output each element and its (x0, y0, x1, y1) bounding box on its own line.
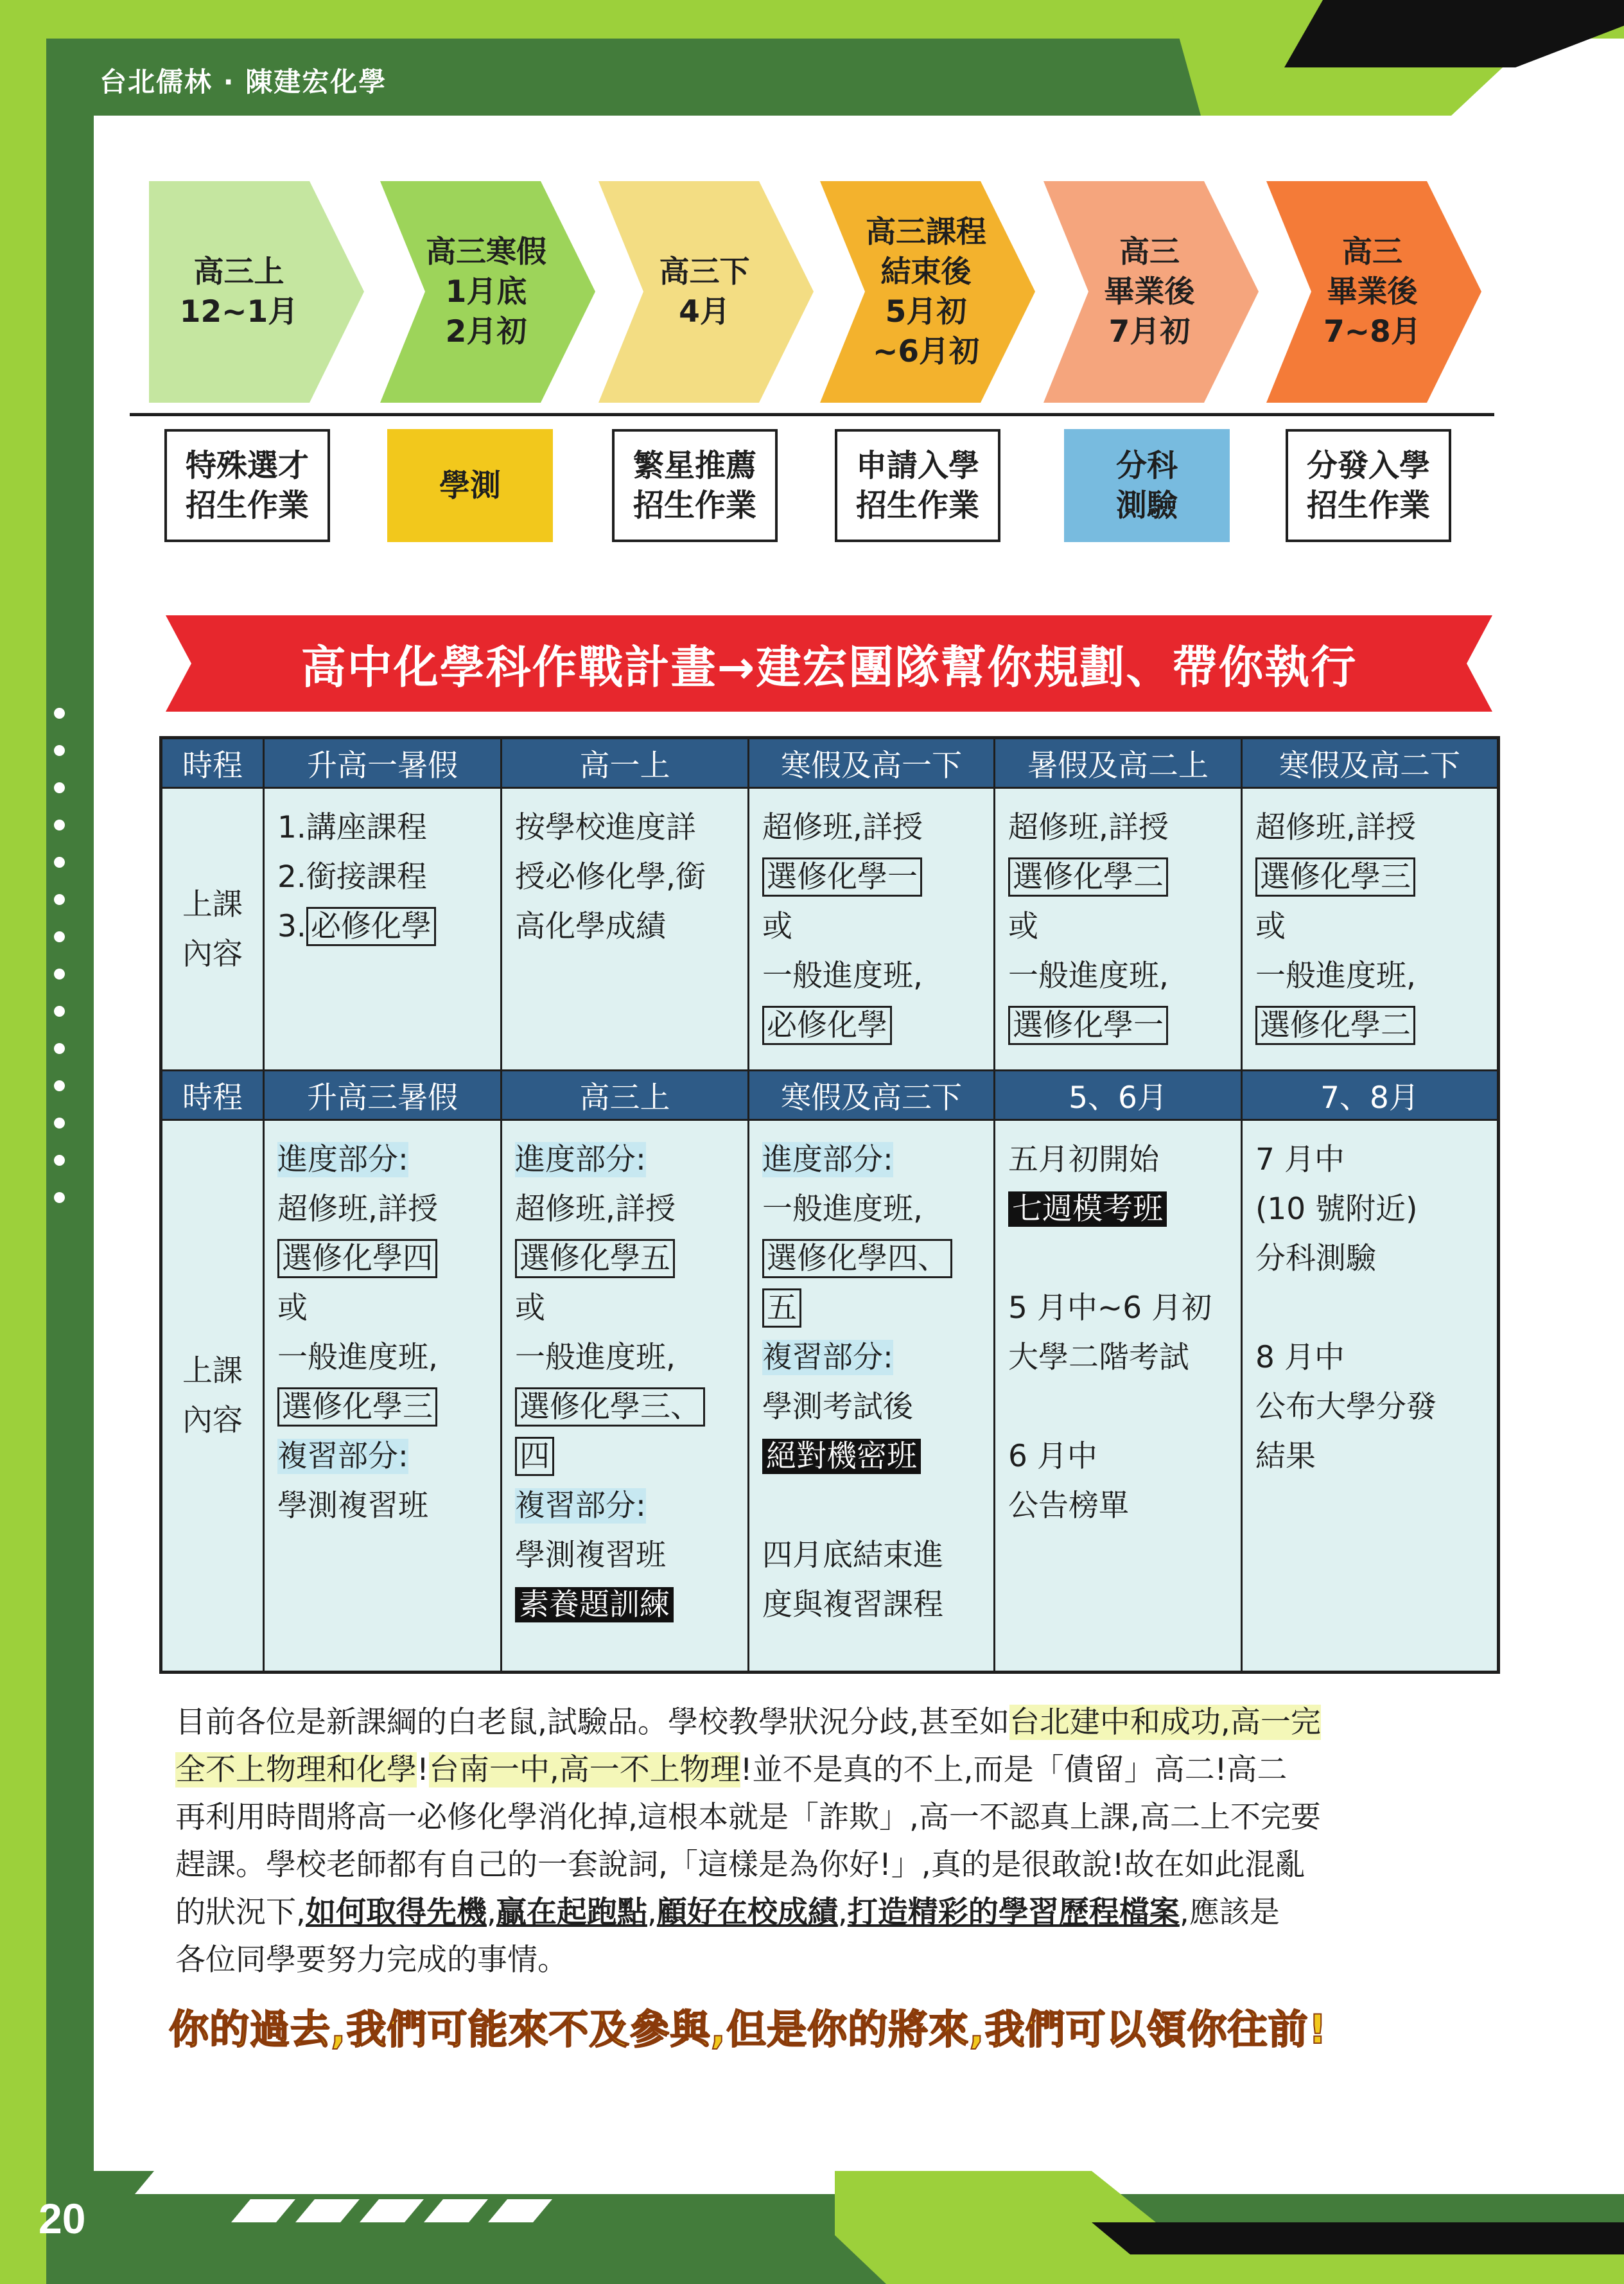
table-header-cell: 時程 (161, 738, 264, 788)
cell-line: (10 號附近) (1255, 1191, 1418, 1227)
cell-line: 或 (277, 1290, 308, 1326)
cell-line: 或 (762, 909, 792, 944)
timeline-stage (598, 181, 817, 403)
row-label-text: 上課 內容 (182, 1353, 243, 1438)
boxed-course: 選修化學三、 (515, 1387, 705, 1427)
exam-box: 特殊選才 招生作業 (164, 429, 330, 542)
boxed-course: 選修化學四 (277, 1239, 437, 1278)
table-cell (1242, 1120, 1499, 1673)
para-emphasis: 顧好在校成績 (656, 1895, 838, 1930)
para-text: ,應該是 (1179, 1895, 1280, 1930)
cell-line (515, 1580, 741, 1630)
para-text: , (486, 1895, 496, 1930)
cell-line: 一般進度班, (515, 1340, 676, 1375)
para-text: , (837, 1895, 848, 1930)
top-corner-decoration (1092, 0, 1624, 116)
timeline-stage-label: 高三課程 結束後 5月初 ~6月初 (866, 214, 986, 369)
cell-line: 7 月中 (1255, 1142, 1345, 1177)
page-number: 20 (39, 2195, 86, 2242)
table-header-cell: 7、8月 (1242, 1071, 1499, 1120)
cell-line (515, 1481, 741, 1531)
cell-line: 一般進度班, (762, 1191, 923, 1227)
cell-line (515, 1382, 741, 1432)
cell-line (762, 1283, 987, 1333)
cell-line: 5 月中~6 月初 (1008, 1290, 1212, 1326)
boxed-course: 選修化學四、 (762, 1239, 952, 1278)
exam-box: 學測 (387, 429, 553, 542)
para-text: ! (417, 1752, 429, 1788)
slogan: 你的過去,我們可能來不及參與,但是你的將來,我們可以領你往前! (169, 2006, 1327, 2053)
cell-line (515, 1234, 741, 1283)
cell-line (1008, 852, 1234, 902)
boxed-course: 選修化學一 (762, 857, 922, 897)
cell-line: 學測複習班 (277, 1488, 428, 1524)
table-cell (995, 1120, 1242, 1673)
para-text: !並不是真的不上,而是「債留」高二!高二 (740, 1752, 1288, 1788)
cell-line: 超修班,詳授 (1255, 810, 1416, 845)
boxed-course: 五 (762, 1288, 801, 1328)
cell-line: 或 (515, 1290, 545, 1326)
boxed-course: 選修化學三 (277, 1387, 437, 1427)
section-label: 複習部分: (277, 1439, 408, 1474)
cell-line: 授必修化學,銜 (515, 859, 706, 895)
timeline-stage (1043, 181, 1262, 403)
exam-box: 分科 測驗 (1064, 429, 1230, 542)
table-header-cell: 升高三暑假 (264, 1071, 502, 1120)
para-highlight: 台北建中和成功,高一完 (1009, 1705, 1321, 1740)
boxed-course: 選修化學一 (1008, 1006, 1168, 1045)
timeline-stage-label: 高三 畢業後 7~8月 (1323, 234, 1421, 349)
para-line: 趕課。學校老師都有自己的一套說詞,「這樣是為你好!」,真的是很敢說!故在如此混亂 (175, 1847, 1305, 1883)
cell-line: 學測複習班 (515, 1538, 666, 1573)
cell-line: 1.講座課程 (277, 810, 427, 845)
cell-line: 分科測驗 (1255, 1241, 1376, 1276)
boxed-course: 必修化學 (762, 1006, 892, 1045)
cell-line: 一般進度班, (277, 1340, 438, 1375)
cell-line (762, 1234, 987, 1283)
section-label: 複習部分: (515, 1488, 646, 1524)
cell-line (1255, 852, 1490, 902)
cell-line: 大學二階考試 (1008, 1340, 1189, 1375)
para-text: 的狀況下, (175, 1895, 306, 1930)
cell-line: 2.銜接課程 (277, 859, 427, 895)
table-row (161, 788, 1499, 1071)
cell-line: 五月初開始 (1008, 1142, 1159, 1177)
table-cell (264, 1120, 502, 1673)
cell-line (277, 1135, 494, 1184)
cell-line: 超修班,詳授 (515, 1191, 676, 1227)
course-plan-table (159, 736, 1500, 1674)
table-cell (1242, 788, 1499, 1071)
section-label: 進度部分: (515, 1142, 646, 1177)
timeline-stage-label: 高三下 4月 (659, 254, 750, 329)
cell-line: 按學校進度詳 (515, 810, 696, 845)
row-label-text: 上課 內容 (182, 886, 243, 972)
timeline-stage (820, 181, 1038, 403)
table-cell (264, 788, 502, 1071)
cell-line: 學測考試後 (762, 1389, 913, 1425)
table-header-cell: 寒假及高二下 (1242, 738, 1499, 788)
boxed-course: 選修化學五 (515, 1239, 675, 1278)
cell-line (515, 1135, 741, 1184)
body-paragraph (175, 1699, 1498, 1984)
cell-line: 超修班,詳授 (277, 1191, 438, 1227)
table-header-cell: 升高一暑假 (264, 738, 502, 788)
cell-line: 超修班,詳授 (762, 810, 923, 845)
table-header-row (161, 738, 1499, 788)
cell-line: 度與複習課程 (762, 1587, 943, 1622)
cell-line (762, 1432, 987, 1481)
cell-line (277, 1234, 494, 1283)
timeline-stage-label: 高三上 12~1月 (179, 254, 299, 329)
table-header-row (161, 1071, 1499, 1120)
cell-line (762, 1135, 987, 1184)
table-header-cell: 5、6月 (995, 1071, 1242, 1120)
para-line: 再利用時間將高一必修化學消化掉,這根本就是「詐欺」,高一不認真上課,高二上不完要 (175, 1800, 1321, 1835)
para-text: , (647, 1895, 657, 1930)
cell-line (277, 902, 494, 951)
bottom-decoration (0, 2171, 1624, 2284)
cell-line: 6 月中 (1008, 1439, 1097, 1474)
cell-line: 四月底結束進 (762, 1538, 943, 1573)
cell-line (1008, 1001, 1234, 1050)
cell-line: 一般進度班, (1255, 958, 1416, 994)
featured-course: 七週模考班 (1008, 1191, 1167, 1227)
cell-line: 8 月中 (1255, 1340, 1345, 1375)
boxed-course: 選修化學三 (1255, 857, 1415, 897)
cell-line: 結果 (1255, 1439, 1316, 1474)
boxed-course: 選修化學二 (1008, 857, 1168, 897)
table-header-cell: 寒假及高三下 (749, 1071, 995, 1120)
cell-line (277, 1432, 494, 1481)
para-emphasis: 如何取得先機 (305, 1895, 487, 1930)
cell-text: 3. (277, 909, 306, 944)
table-cell (502, 788, 749, 1071)
section-label: 進度部分: (277, 1142, 408, 1177)
cell-line: 公告榜單 (1008, 1488, 1129, 1524)
para-emphasis: 贏在起跑點 (496, 1895, 647, 1930)
para-text: 目前各位是新課綱的白老鼠,試驗品。學校教學狀況分歧,甚至如 (175, 1705, 1009, 1740)
cell-line (762, 1333, 987, 1382)
boxed-course: 必修化學 (306, 907, 436, 946)
section-label: 進度部分: (762, 1142, 893, 1177)
table-header-cell: 高一上 (502, 738, 749, 788)
row-label (161, 1120, 264, 1673)
para-emphasis: 打造精彩的學習歷程檔案 (847, 1895, 1180, 1930)
exam-box: 繁星推薦 招生作業 (612, 429, 778, 542)
para-line: 各位同學要努力完成的事情。 (175, 1942, 568, 1978)
table-cell (502, 1120, 749, 1673)
timeline-stage-label: 高三寒假 1月底 2月初 (426, 234, 546, 349)
brand-title: 台北儒林 · 陳建宏化學 (100, 66, 387, 98)
timeline-stage (149, 181, 367, 403)
timeline-divider (130, 413, 1494, 416)
cell-line: 高化學成績 (515, 909, 666, 944)
cell-line (762, 852, 987, 902)
side-dots (54, 708, 73, 1229)
section-label: 複習部分: (762, 1340, 893, 1375)
cell-line (1008, 1184, 1234, 1234)
para-highlight: 全不上物理和化學 (175, 1752, 417, 1788)
exam-box: 申請入學 招生作業 (835, 429, 1000, 542)
featured-course: 絕對機密班 (762, 1439, 921, 1474)
cell-line (762, 1001, 987, 1050)
frame-left-stripe (0, 0, 46, 2284)
cell-line: 公布大學分發 (1255, 1389, 1436, 1425)
cell-line (1255, 1001, 1490, 1050)
cell-line (277, 1382, 494, 1432)
table-cell (995, 788, 1242, 1071)
table-row (161, 1120, 1499, 1673)
row-label (161, 788, 264, 1071)
table-header-cell: 高三上 (502, 1071, 749, 1120)
cell-line: 一般進度班, (1008, 958, 1169, 994)
cell-line: 一般進度班, (762, 958, 923, 994)
banner-title: 高中化學科作戰計畫→建宏團隊幫你規劃、帶你執行 (301, 640, 1358, 694)
exam-box: 分發入學 招生作業 (1286, 429, 1451, 542)
featured-course: 素養題訓練 (515, 1587, 674, 1622)
boxed-course: 四 (515, 1437, 554, 1476)
table-cell (749, 1120, 995, 1673)
table-cell (749, 788, 995, 1071)
cell-line (515, 1432, 741, 1481)
cell-line: 或 (1008, 909, 1038, 944)
table-header-cell: 寒假及高一下 (749, 738, 995, 788)
timeline-stage (380, 181, 598, 403)
table-header-cell: 時程 (161, 1071, 264, 1120)
para-highlight: 台南一中,高一不上物理 (428, 1752, 740, 1788)
timeline-stage (1266, 181, 1485, 403)
table-header-cell: 暑假及高二上 (995, 738, 1242, 788)
timeline-stage-label: 高三 畢業後 7月初 (1104, 234, 1195, 349)
cell-line: 超修班,詳授 (1008, 810, 1169, 845)
boxed-course: 選修化學二 (1255, 1006, 1415, 1045)
cell-line: 或 (1255, 909, 1286, 944)
